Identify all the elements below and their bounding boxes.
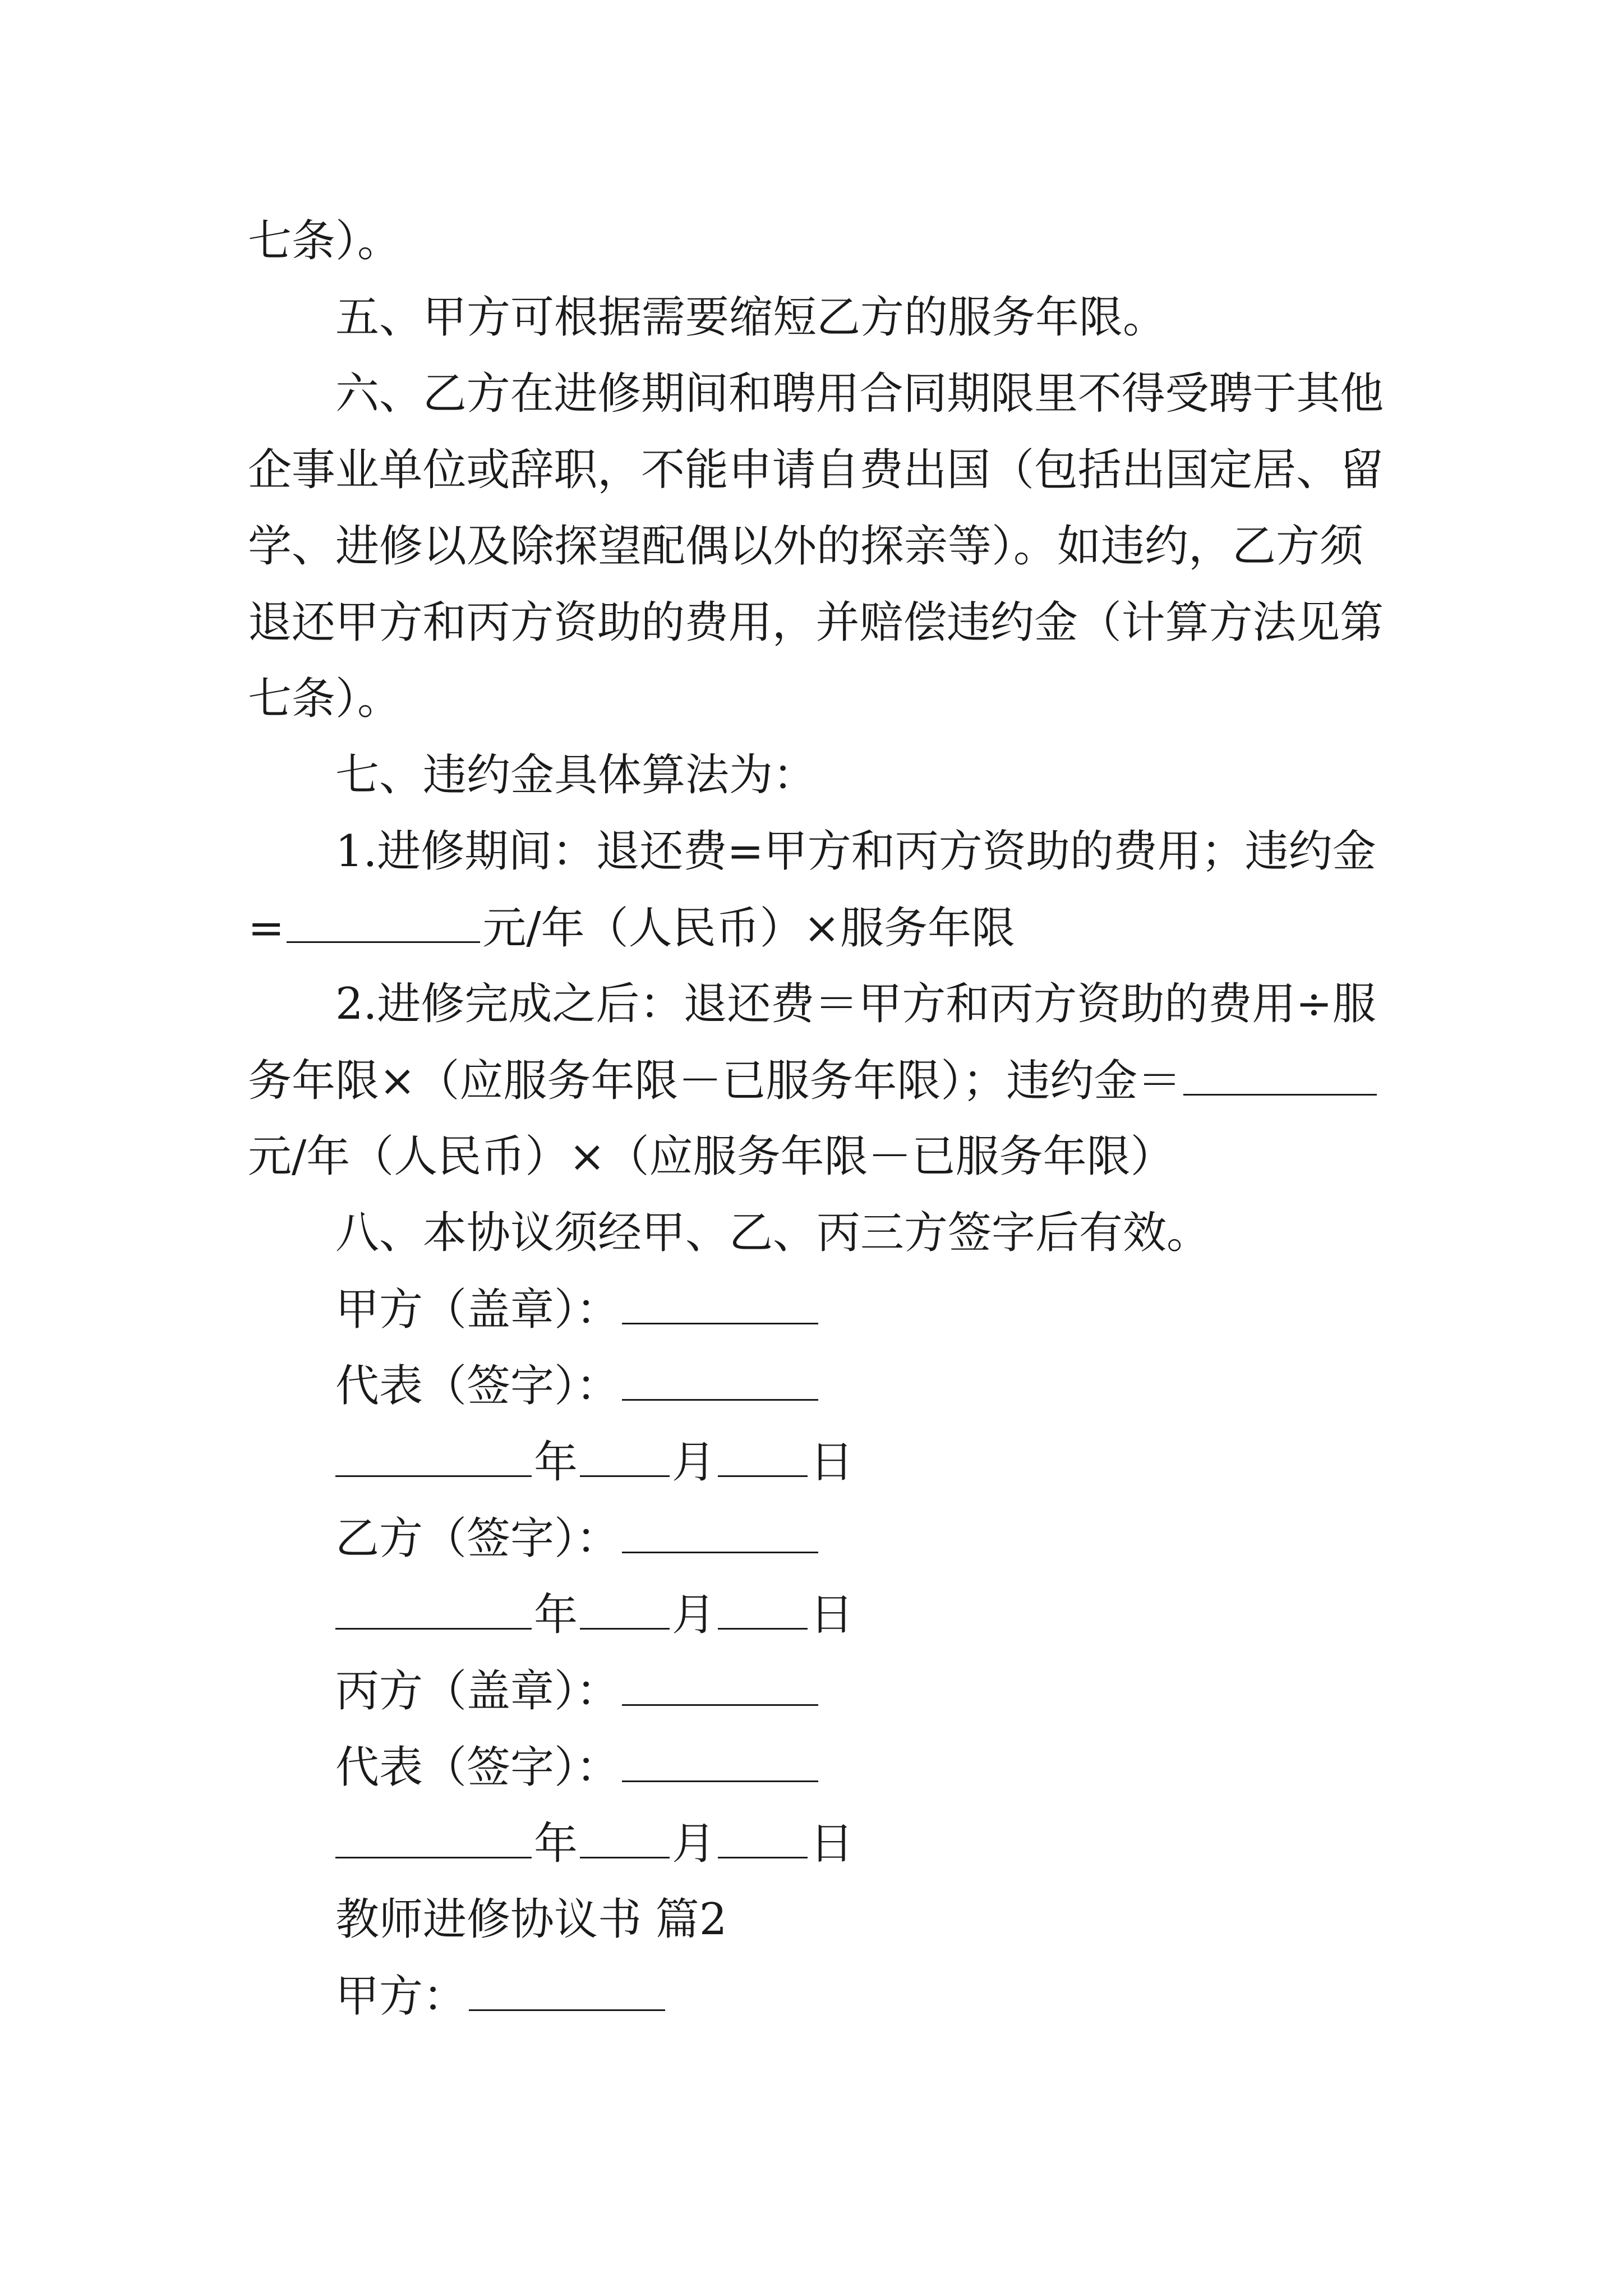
party-c-year-blank[interactable] [335,1816,532,1858]
year-label: 年 [534,1819,578,1869]
day-label: 日 [810,1819,854,1869]
party-a-seal-blank[interactable] [622,1282,818,1324]
party-c-month-blank[interactable] [580,1816,670,1858]
month-label: 月 [672,1437,716,1488]
party-a-rep-blank[interactable] [622,1359,818,1401]
fee-unit-text: 元/年（人民币）×服务年限 [482,903,1015,954]
party-a-year-blank[interactable] [335,1435,532,1477]
party-c-rep-blank[interactable] [622,1740,818,1782]
party-a-seal-label: 甲方（盖章）： [335,1285,620,1335]
party-b-month-blank[interactable] [580,1588,670,1630]
party-a-name-blank[interactable] [469,1969,665,2011]
party-a-rep-label: 代表（签字）： [335,1361,620,1411]
party-a-label: 甲方： [335,1971,467,2022]
party-b-sign-label: 乙方（签字）： [335,1513,620,1564]
formula-text: 务年限×（应服务年限－已服务年限）；违约金＝ [248,1056,1182,1106]
clause-7-item-1-line-2 [248,901,1015,955]
clause-6-line-1: 六、乙方在进修期间和聘用合同期限里不得受聘于其他 [335,369,1384,419]
party-a-day-blank[interactable] [718,1435,808,1477]
day-label: 日 [810,1590,854,1640]
clause-7-item-2-line-1: 2.进修完成之后：退还费＝甲方和丙方资助的费用÷服 [335,979,1376,1029]
clause-7-heading: 七、违约金具体算法为： [335,750,817,800]
clause-8: 八、本协议须经甲、乙、丙三方签字后有效。 [335,1208,1211,1258]
clause-7-item-2-line-3: 元/年（人民币）×（应服务年限－已服务年限） [248,1131,1174,1182]
party-a-line [335,1969,667,2023]
party-a-seal-line [335,1282,820,1337]
party-a-rep-line [335,1359,820,1413]
party-b-year-blank[interactable] [335,1588,532,1630]
section-heading: 教师进修协议书 篇2 [335,1894,727,1945]
clause-6-line-3: 学、进修以及除探望配偶以外的探亲等）。如违约，乙方须 [248,521,1364,572]
party-a-date-line [335,1435,854,1489]
party-c-date-line [335,1816,854,1871]
party-b-sign-blank[interactable] [622,1511,818,1553]
party-c-seal-line [335,1664,820,1718]
clause-6-line-5: 七条）。 [248,674,402,724]
year-label: 年 [534,1590,578,1640]
month-label: 月 [672,1819,716,1869]
party-c-rep-line [335,1740,820,1795]
party-a-month-blank[interactable] [580,1435,670,1477]
clause-7-item-2-line-2 [248,1053,1379,1108]
party-b-sign-line [335,1511,820,1566]
month-label: 月 [672,1590,716,1640]
party-c-day-blank[interactable] [718,1816,808,1858]
equals-sign: = [248,903,285,954]
clause-7-item-1-line-1: 1.进修期间：退还费=甲方和丙方资助的费用；违约金 [335,826,1376,877]
fee-blank[interactable] [287,901,480,943]
party-b-day-blank[interactable] [718,1588,808,1630]
penalty-blank[interactable] [1183,1053,1377,1096]
clause-6-line-2: 企事业单位或辞职，不能申请自费出国（包括出国定居、留 [248,445,1384,495]
party-c-rep-label: 代表（签字）： [335,1742,620,1793]
day-label: 日 [810,1437,854,1488]
party-b-date-line [335,1588,854,1642]
party-c-seal-label: 丙方（盖章）： [335,1666,620,1717]
party-c-seal-blank[interactable] [622,1664,818,1706]
paragraph-line: 七条）。 [248,216,402,266]
clause-5: 五、甲方可根据需要缩短乙方的服务年限。 [335,292,1167,343]
year-label: 年 [534,1437,578,1488]
clause-6-line-4: 退还甲方和丙方资助的费用，并赔偿违约金（计算方法见第 [248,597,1384,648]
